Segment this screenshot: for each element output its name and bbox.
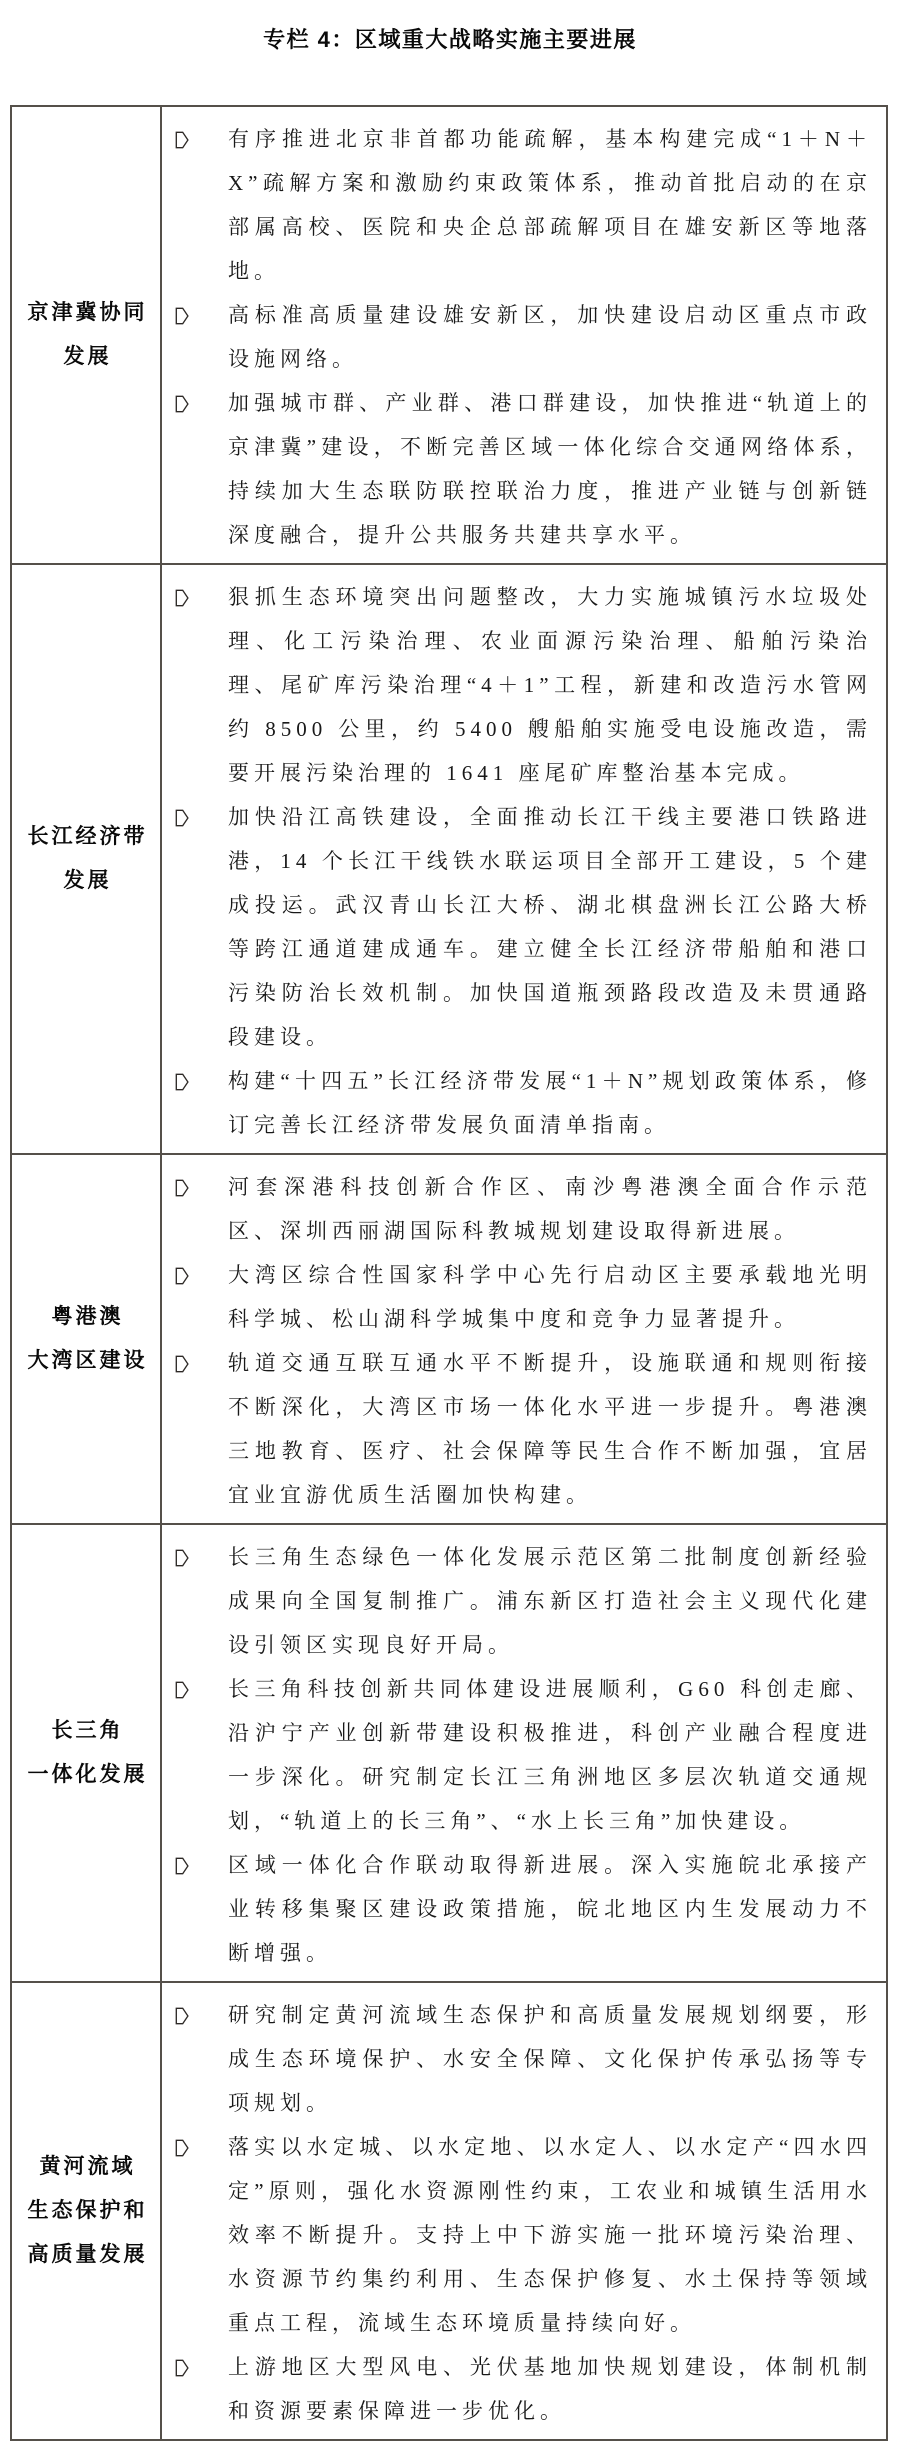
- list-item: [162, 1253, 872, 1341]
- pentagon-bullet-icon: [162, 795, 228, 827]
- pentagon-bullet-icon: [162, 575, 228, 607]
- item-text: 高标准高质量建设雄安新区，加快建设启动区重点市政设施网络。: [228, 303, 872, 371]
- item-text: 研究制定黄河流域生态保护和高质量发展规划纲要，形成生态环境保护、水安全保障、文化保护传承弘扬等专项规划。: [228, 2003, 872, 2115]
- bullet-list: [162, 107, 886, 563]
- item-text: 河套深港科技创新合作区、南沙粤港澳全面合作示范区、深圳西丽湖国际科教城规划建设取得新进展。: [228, 1175, 872, 1243]
- bullet-list: [162, 565, 886, 1153]
- bullet-list: [162, 1525, 886, 1981]
- pentagon-bullet-icon: [162, 1059, 228, 1091]
- list-item: [162, 1843, 872, 1975]
- list-item: [162, 1535, 872, 1667]
- row-header-line: 黄河流域: [39, 2155, 136, 2178]
- bullet-list: [162, 1983, 886, 2439]
- list-item: [162, 1165, 872, 1253]
- item-text: 加快沿江高铁建设，全面推动长江干线主要港口铁路进港，14 个长江干线铁水联运项目全部开工建设，5 个建成投运。武汉青山长江大桥、湖北棋盘洲长江公路大桥等跨江通道建成通车。建立健全长江经济带船舶和港口污染防治长效机制。加快国道瓶颈路段改造及未贯通路段建设。: [228, 805, 872, 1049]
- pentagon-bullet-icon: [162, 1993, 228, 2025]
- list-item: [162, 2125, 872, 2345]
- item-text: 长三角科技创新共同体建设进展顺利，G60 科创走廊、沿沪宁产业创新带建设积极推进，科创产业融合程度进一步深化。研究制定长江三角洲地区多层次轨道交通规划，“轨道上的长三角”、“水上长三角”加快建设。: [228, 1677, 872, 1833]
- pentagon-bullet-icon: [162, 1253, 228, 1285]
- pentagon-bullet-icon: [162, 293, 228, 325]
- list-item: [162, 1059, 872, 1147]
- list-item: [162, 1667, 872, 1843]
- row-header: [12, 1155, 162, 1523]
- pentagon-bullet-icon: [162, 2345, 228, 2377]
- item-text: 落实以水定城、以水定地、以水定人、以水定产“四水四定”原则，强化水资源刚性约束，工农业和城镇生活用水效率不断提升。支持上中下游实施一批环境污染治理、水资源节约集约利用、生态保护修复、水土保持等领域重点工程，流域生态环境质量持续向好。: [228, 2135, 872, 2335]
- strategy-table: [10, 105, 888, 2441]
- item-text: 有序推进北京非首都功能疏解，基本构建完成“1＋N＋X”疏解方案和激励约束政策体系，推动首批启动的在京部属高校、医院和央企总部疏解项目在雄安新区等地落地。: [228, 127, 872, 283]
- row-header-line: 大湾区建设: [27, 1349, 148, 1372]
- item-text: 上游地区大型风电、光伏基地加快规划建设，体制机制和资源要素保障进一步优化。: [228, 2355, 872, 2423]
- row-header-line: 长三角: [51, 1719, 124, 1742]
- pentagon-bullet-icon: [162, 1843, 228, 1875]
- row-header: [12, 1525, 162, 1981]
- list-item: [162, 575, 872, 795]
- row-header-line: 一体化发展: [27, 1763, 148, 1786]
- list-item: [162, 795, 872, 1059]
- row-header-line: 生态保护和: [27, 2199, 148, 2222]
- item-text: 构建“十四五”长江经济带发展“1＋N”规划政策体系，修订完善长江经济带发展负面清单指南。: [228, 1069, 872, 1137]
- item-text: 长三角生态绿色一体化发展示范区第二批制度创新经验成果向全国复制推广。浦东新区打造社会主义现代化建设引领区实现良好开局。: [228, 1545, 872, 1657]
- item-text: 区域一体化合作联动取得新进展。深入实施皖北承接产业转移集聚区建设政策措施，皖北地区内生发展动力不断增强。: [228, 1853, 872, 1965]
- list-item: [162, 2345, 872, 2433]
- pentagon-bullet-icon: [162, 1165, 228, 1197]
- bullet-list: [162, 1155, 886, 1523]
- list-item: [162, 117, 872, 293]
- table-row: [12, 1153, 886, 1523]
- row-header-line: 粤港澳: [51, 1305, 124, 1328]
- row-header: [12, 565, 162, 1153]
- pentagon-bullet-icon: [162, 2125, 228, 2157]
- pentagon-bullet-icon: [162, 381, 228, 413]
- list-item: [162, 1341, 872, 1517]
- row-header-line: 发展: [63, 345, 112, 368]
- row-header-line: 发展: [63, 869, 112, 892]
- table-row: [12, 1981, 886, 2439]
- item-text: 轨道交通互联互通水平不断提升，设施联通和规则衔接不断深化，大湾区市场一体化水平进一步提升。粤港澳三地教育、医疗、社会保障等民生合作不断加强，宜居宜业宜游优质生活圈加快构建。: [228, 1351, 872, 1507]
- pentagon-bullet-icon: [162, 1341, 228, 1373]
- pentagon-bullet-icon: [162, 1667, 228, 1699]
- table-row: [12, 1523, 886, 1981]
- row-header: [12, 1983, 162, 2439]
- table-row: [12, 563, 886, 1153]
- pentagon-bullet-icon: [162, 1535, 228, 1567]
- pentagon-bullet-icon: [162, 117, 228, 149]
- list-item: [162, 381, 872, 557]
- item-text: 大湾区综合性国家科学中心先行启动区主要承载地光明科学城、松山湖科学城集中度和竞争力显著提升。: [228, 1263, 872, 1331]
- row-header: [12, 107, 162, 563]
- list-item: [162, 293, 872, 381]
- table-row: [12, 107, 886, 563]
- row-header-line: 高质量发展: [27, 2243, 148, 2266]
- document-page: [0, 25, 900, 2441]
- list-item: [162, 1993, 872, 2125]
- item-text: 加强城市群、产业群、港口群建设，加快推进“轨道上的京津冀”建设，不断完善区域一体化综合交通网络体系，持续加大生态联防联控联治力度，推进产业链与创新链深度融合，提升公共服务共建共享水平。: [228, 391, 872, 547]
- page-title: 专栏 4：区域重大战略实施主要进展: [263, 27, 637, 52]
- row-header-line: 长江经济带: [27, 825, 148, 848]
- row-header-line: 京津冀协同: [27, 301, 148, 324]
- item-text: 狠抓生态环境突出问题整改，大力实施城镇污水垃圾处理、化工污染治理、农业面源污染治理、船舶污染治理、尾矿库污染治理“4＋1”工程，新建和改造污水管网约 8500 公里，约 5400 艘船舶实施受电设施改造，需要开展污染治理的 1641 座尾矿库整治基本完成。: [228, 585, 872, 785]
